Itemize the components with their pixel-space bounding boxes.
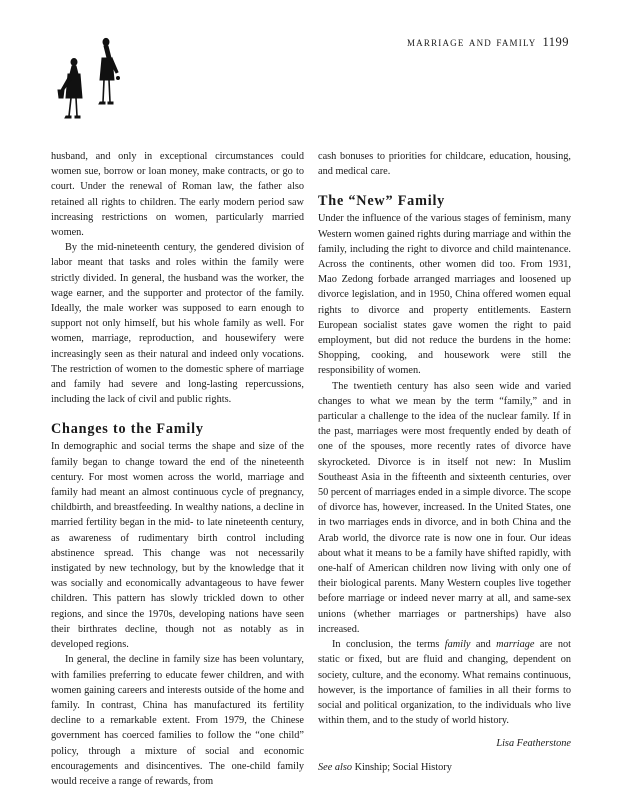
- running-header: [407, 35, 569, 50]
- text-run: In conclusion, the terms: [332, 639, 445, 651]
- running-title: marriage and family: [406, 35, 537, 49]
- text-run: and: [470, 639, 497, 651]
- paragraph-conclusion: [318, 637, 571, 728]
- see-also-links: Kinship; Social History: [352, 761, 452, 773]
- term-marriage: marriage: [496, 639, 535, 651]
- text-run: are not static or fixed, but are fluid and changing, dependent on society, culture, and the economy. What remains continuous, however, is the importance of families in all their forms to social and political organization, to the individuals who live within them, and to the study of world history.: [318, 639, 571, 727]
- term-family: family: [444, 639, 471, 651]
- see-also: [318, 760, 571, 775]
- paragraph: In general, the decline in family size has been voluntary, with families preferring to educate fewer children, and with women gaining careers and interests outside of the home and family. In contrast, China has manufactured its fertility decline to a remarkable extent. From 1979, the Chinese government has coerced families to follow the “one child” policy, through a mixture of social and economic encouragements and disincentives. The one-child family would receive a range of rewards, from: [51, 654, 304, 787]
- paragraph: cash bonuses to priorities for childcare, education, housing, and medical care.: [318, 151, 571, 178]
- page-number: 1199: [542, 35, 569, 49]
- paragraph: Under the influence of the various stages of feminism, many Western women gained rights during marriage and within the family, including the right to divorce and child maintenance. Across the continents, other women did too. From 1931, Mao Zedong forbade arranged marriages and loosened up divorce legislation, and in 1950, China offered women equal rights to divorce and property entitlements. Eastern European socialist states gave women the right to paid employment, but did not reduce the burdens in the home: Shopping, cooking, and housework were still the responsibility of women.: [318, 213, 571, 377]
- paragraph: In demographic and social terms the shape and size of the family began to change toward the end of the nineteenth century. For most women across the world, marriage and family had meant an almost continuous cycle of pregnancy, childbirth, and breastfeeding. In wealthy nations, a decline in married fertility began in the mid- to late nineteenth century, as awareness of rudimentary birth control including abstinence spread. This change was not necessarily instigated by new technology, but by the knowledge that it was socially and economically advantageous to have fewer children. This pattern has slowly trickled down to other regions, and since the 1970s, developing nations have seen their birthrates decline, though not as notably as in developed regions.: [51, 441, 304, 651]
- see-also-label: See also: [318, 761, 353, 773]
- right-column: [318, 149, 571, 775]
- section-heading-new-family: The “New” Family: [318, 193, 446, 210]
- paragraph: The twentieth century has also seen wide and varied changes to what we mean by the term “family,” and in particular a challenge to the idea of the nuclear family. If in the past, marriages were most frequently ended by death of one of the spouses, more recently rates of divorce have skyrocketed. Divorce is in itself not new: In Muslim Southeast Asia in the fifteenth and sixteenth centuries, over 50 percent of marriages ended in a simple divorce. The scope of divorce has, however, increased. In the United States, one in two marriages ends in divorce, and in both China and the Arab world, the divorce rate is now one in four. Our ideas about what it means to be a family have shifted rapidly, with one-half of American children now living with only one of their biological parents. Many Western couples live together before marriage or indeed never marry at all, and same-sex unions (whether marriages or partnerships) have also increased.: [318, 380, 571, 635]
- couple-silhouette-icon: [48, 36, 138, 124]
- left-column: [51, 149, 304, 789]
- author-signature: Lisa Featherstone: [496, 738, 571, 750]
- section-heading-changes: Changes to the Family: [51, 421, 204, 438]
- paragraph: By the mid-nineteenth century, the gendered division of labor meant that tasks and roles within the family were strictly divided. In general, the husband was the worker, the wage earner, and the supporter and protector of the family. Ideally, the male worker was supposed to earn enough to support not only himself, but his whole family as well. For women, marriage, reproduction, and housewifery were increasingly seen as their natural and indeed only vocations. The restriction of women to the domestic sphere of marriage and family had severe and long-lasting repercussions, including the lack of civil and public rights.: [51, 242, 304, 406]
- paragraph: husband, and only in exceptional circumstances could women sue, borrow or loan money, make contracts, or go to court. Under the renewal of Roman law, the father also retained all rights to children. The early modern period saw increasing restrictions on women, particularly married women.: [51, 151, 304, 239]
